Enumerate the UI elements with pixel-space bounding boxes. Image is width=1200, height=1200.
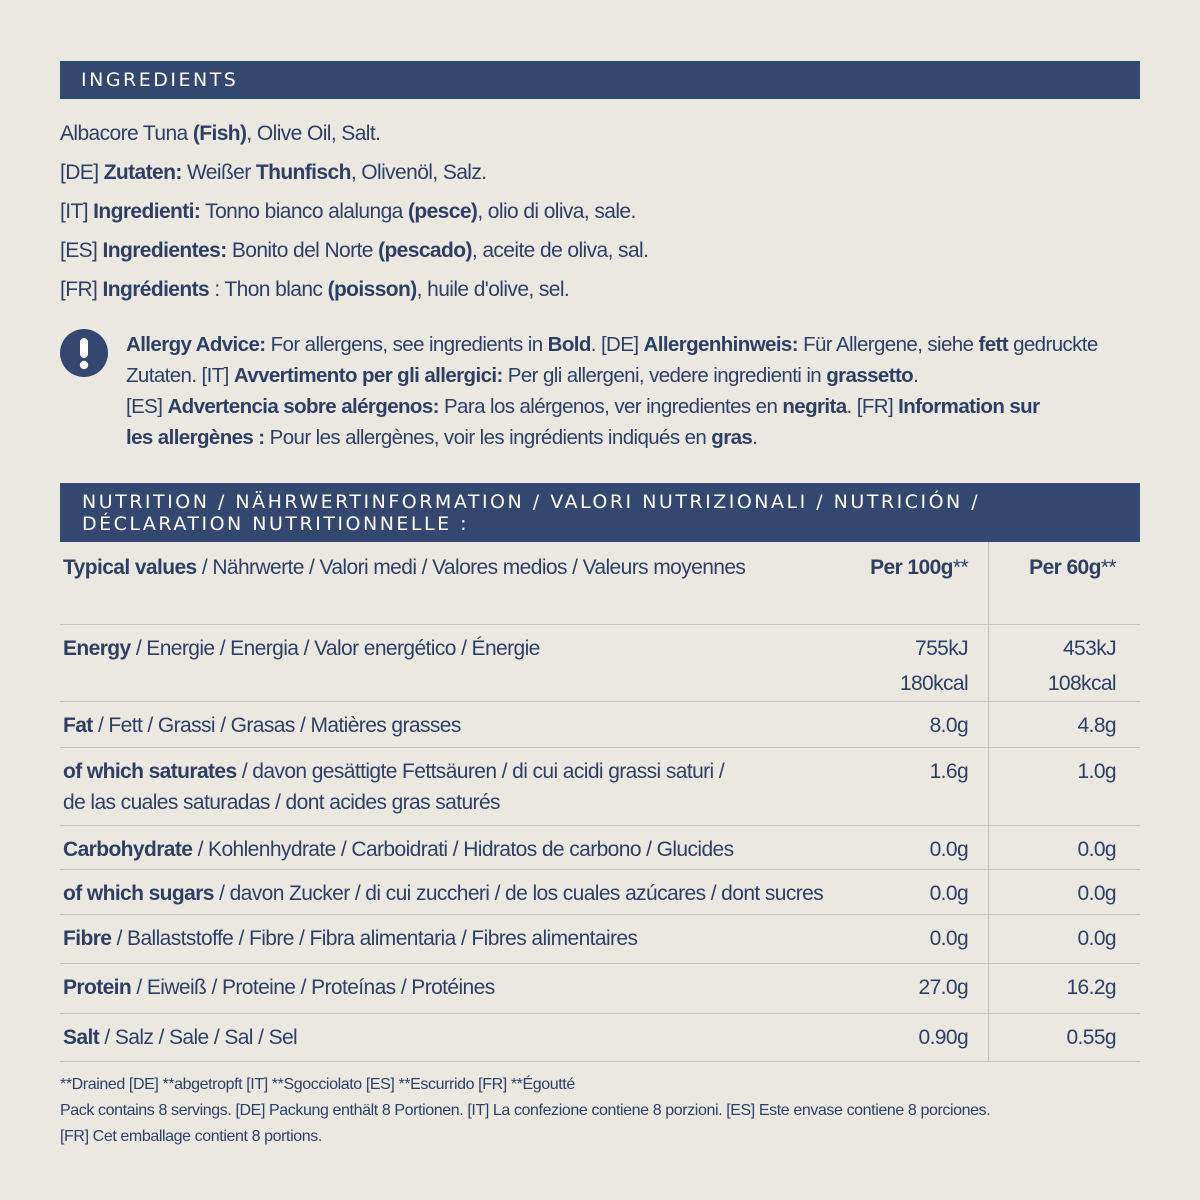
text-run: ** <box>1100 556 1116 579</box>
nutrition-row-saturates <box>60 747 1140 825</box>
text-run: / Fett / Grassi / Grasas / Matières grasses <box>92 713 461 737</box>
text-run: [ES] <box>126 395 168 418</box>
text-run: . <box>752 426 758 449</box>
nutrient-value: 1.0g <box>1077 759 1116 783</box>
bold-text: Fibre <box>63 926 112 950</box>
ingredient-line <box>60 231 1140 270</box>
text-run: For allergens, see ingredients in <box>265 333 548 356</box>
per-100g-value <box>823 1013 988 1061</box>
nutrient-label <box>60 701 823 747</box>
per-60g-value <box>989 747 1140 825</box>
text-run: : Thon blanc <box>209 278 328 301</box>
allergy-line <box>126 329 1126 360</box>
nutrient-value: 0.0g <box>1077 926 1116 950</box>
column-header-per-100g <box>823 542 988 624</box>
text-run: Albacore Tuna <box>60 122 193 145</box>
allergy-advice-text <box>126 329 1126 453</box>
bold-text: Energy <box>63 636 131 660</box>
text-run: Tonno bianco alalunga <box>200 200 408 223</box>
nutrition-row-fat <box>60 701 1140 747</box>
nutrient-value: 0.55g <box>1066 1025 1116 1049</box>
nutrition-header <box>60 483 1140 542</box>
ingredients-header <box>60 61 1140 99</box>
bold-text: Allergy Advice: <box>126 333 266 356</box>
nutrient-label-line <box>63 756 823 787</box>
bold-text: negrita <box>782 395 847 418</box>
allergy-line <box>126 422 1126 453</box>
bold-text: Advertencia sobre alérgenos: <box>167 395 439 418</box>
text-run: . <box>913 364 919 387</box>
per-60g-value <box>989 624 1140 701</box>
allergy-line <box>126 391 1126 422</box>
per-100g-value <box>823 963 988 1013</box>
nutrition-header-line-1: NUTRITION / NÄHRWERTINFORMATION / VALORI NUTRIZIONALI / NUTRICIÓN / <box>82 491 981 513</box>
bold-text: grassetto <box>826 364 914 387</box>
per-60g-value <box>989 963 1140 1013</box>
nutrient-value: 180kcal <box>899 671 969 695</box>
footnotes <box>60 1072 1140 1150</box>
ingredient-line <box>60 270 1140 309</box>
nutrition-row-carbohydrate <box>60 825 1140 869</box>
bold-text: Zutaten: <box>103 161 182 184</box>
text-run: / Salz / Sale / Sal / Sel <box>99 1025 298 1049</box>
footnote-line: [FR] Cet emballage contient 8 portions. <box>60 1128 322 1145</box>
nutrient-label <box>60 825 823 869</box>
nutrient-label-line <box>63 1020 823 1055</box>
text-run: / Eiweiß / Proteine / Proteínas / Protéines <box>131 975 495 999</box>
bold-text: Typical values <box>63 556 197 579</box>
nutrient-value: 0.0g <box>1077 881 1116 905</box>
text-run: / Kohlenhydrate / Carboidrati / Hidratos de carbono / Glucides <box>192 837 734 861</box>
exclamation-circle-icon <box>60 329 108 377</box>
bold-text: gras <box>711 426 753 449</box>
bold-text: Per 100g <box>870 556 953 579</box>
bold-text: Salt <box>63 1025 100 1049</box>
nutrition-row-energy <box>60 624 1140 701</box>
text-run: , huile d'olive, sel. <box>416 278 570 301</box>
text-run: . [DE] <box>590 333 644 356</box>
ingredient-line <box>60 153 1140 192</box>
per-100g-value <box>823 747 988 825</box>
text-run: / davon gesättigte Fettsäuren / di cui acidi grassi saturi / <box>236 759 725 783</box>
nutrient-label-line <box>63 631 823 666</box>
text-run: / Ballaststoffe / Fibre / Fibra alimentaria / Fibres alimentaires <box>111 926 638 950</box>
nutrient-label <box>60 624 823 701</box>
nutrient-value: 755kJ <box>915 636 969 660</box>
nutrient-value: 0.0g <box>929 926 969 950</box>
per-100g-value <box>823 869 988 914</box>
text-run: de las cuales saturadas / dont acides gras saturés <box>63 790 500 814</box>
nutrient-label-line <box>63 921 823 956</box>
per-100g-value <box>823 825 988 869</box>
per-60g-value <box>989 1013 1140 1061</box>
nutrient-label <box>60 869 823 914</box>
bold-text: Allergenhinweis: <box>643 333 798 356</box>
nutrient-value: 453kJ <box>1062 636 1116 660</box>
text-run: ** <box>952 556 969 579</box>
nutrient-value: 0.0g <box>1077 837 1116 861</box>
bold-text: (pescado) <box>378 239 472 262</box>
nutrient-label-line <box>63 970 823 1005</box>
bold-text: Protein <box>63 975 132 999</box>
text-run: / Nährwerte / Valori medi / Valores medios / Valeurs moyennes <box>196 556 746 579</box>
per-60g-value <box>989 869 1140 914</box>
text-run: , Olivenöl, Salz. <box>350 161 487 184</box>
nutrition-row-salt <box>60 1013 1140 1061</box>
bold-text: (Fish) <box>192 122 247 145</box>
column-header-typical-values <box>60 542 823 624</box>
bold-text: Ingrédients <box>102 278 210 301</box>
bold-text: (pesce) <box>407 200 478 223</box>
nutrient-label-line <box>63 832 823 867</box>
nutrient-value: 27.0g <box>918 975 969 999</box>
nutrient-label <box>60 914 823 963</box>
nutrition-row-protein <box>60 963 1140 1013</box>
nutrient-label <box>60 1013 823 1061</box>
nutrient-label-line <box>63 708 823 743</box>
nutrient-value: 0.0g <box>929 881 969 905</box>
text-run: / davon Zucker / di cui zuccheri / de los cuales azúcares / dont sucres <box>213 881 824 905</box>
bold-text: of which sugars <box>63 881 214 905</box>
text-run: Für Allergene, siehe <box>797 333 979 356</box>
allergy-line <box>126 360 1126 391</box>
bold-text: Per 60g <box>1029 556 1101 579</box>
per-60g-value <box>989 701 1140 747</box>
bold-text: Ingredientes: <box>102 239 227 262</box>
text-run: / Energie / Energia / Valor energético / Énergie <box>130 636 540 660</box>
text-run: Zutaten. [IT] <box>126 364 234 387</box>
text-run: Weißer <box>181 161 256 184</box>
nutrition-table-header-row <box>60 542 1140 624</box>
per-100g-value <box>823 701 988 747</box>
text-run: Pour les allergènes, voir les ingrédients indiqués en <box>264 426 712 449</box>
nutrient-value: 1.6g <box>929 759 969 783</box>
text-run: [IT] <box>60 200 94 223</box>
per-60g-value <box>989 914 1140 963</box>
bold-text: Ingredienti: <box>93 200 201 223</box>
nutrition-row-fibre <box>60 914 1140 963</box>
bold-text: Bold <box>547 333 591 356</box>
footnote-line: Pack contains 8 servings. [DE] Packung enthält 8 Portionen. [IT] La confezione contiene 8 porzioni. [ES] Este envase contiene 8 porciones. <box>60 1102 991 1119</box>
ingredients-list <box>60 114 1140 309</box>
column-header-per-60g <box>989 542 1140 624</box>
per-100g-value <box>823 914 988 963</box>
per-100g-value <box>823 624 988 701</box>
ingredient-line <box>60 192 1140 231</box>
ingredients-header-text: INGREDIENTS <box>81 69 239 91</box>
text-run: , aceite de oliva, sal. <box>471 239 649 262</box>
nutrient-label-line <box>63 876 823 911</box>
text-run: [DE] <box>60 161 104 184</box>
text-run: , olio di oliva, sale. <box>477 200 636 223</box>
text-run: [ES] <box>60 239 103 262</box>
bold-text: les allergènes : <box>126 426 265 449</box>
nutrition-row-sugars <box>60 869 1140 914</box>
per-60g-value <box>989 825 1140 869</box>
bold-text: Avvertimento per gli allergici: <box>233 364 503 387</box>
nutrient-value: 16.2g <box>1066 975 1116 999</box>
text-run: , Olive Oil, Salt. <box>246 122 381 145</box>
footnote-line: **Drained [DE] **abgetropft [IT] **Sgocciolato [ES] **Escurrido [FR] **Égoutté <box>60 1076 575 1093</box>
nutrient-label <box>60 747 823 825</box>
text-run: [FR] <box>60 278 103 301</box>
bold-text: Carbohydrate <box>63 837 193 861</box>
nutrient-value: 4.8g <box>1077 713 1116 737</box>
text-run: gedruckte <box>1007 333 1098 356</box>
text-run: . [FR] <box>846 395 899 418</box>
bold-text: of which saturates <box>63 759 237 783</box>
nutrient-value: 0.0g <box>929 837 969 861</box>
bold-text: Thunfisch <box>255 161 351 184</box>
nutrient-value: 108kcal <box>1047 671 1116 695</box>
nutrition-header-line-2: DÉCLARATION NUTRITIONNELLE : <box>82 513 470 535</box>
text-run: Para los alérgenos, ver ingredientes en <box>438 395 783 418</box>
nutrient-value: 8.0g <box>929 713 969 737</box>
ingredient-line <box>60 114 1140 153</box>
nutrient-label <box>60 963 823 1013</box>
text-run: Bonito del Norte <box>226 239 379 262</box>
bold-text: Fat <box>63 713 93 737</box>
bold-text: Information sur <box>898 395 1040 418</box>
text-run: Per gli allergeni, vedere ingredienti in <box>502 364 827 387</box>
bold-text: fett <box>978 333 1008 356</box>
nutrient-label-line <box>63 787 823 818</box>
nutrient-value: 0.90g <box>918 1025 969 1049</box>
bold-text: (poisson) <box>327 278 417 301</box>
nutrition-table <box>60 542 1140 1062</box>
